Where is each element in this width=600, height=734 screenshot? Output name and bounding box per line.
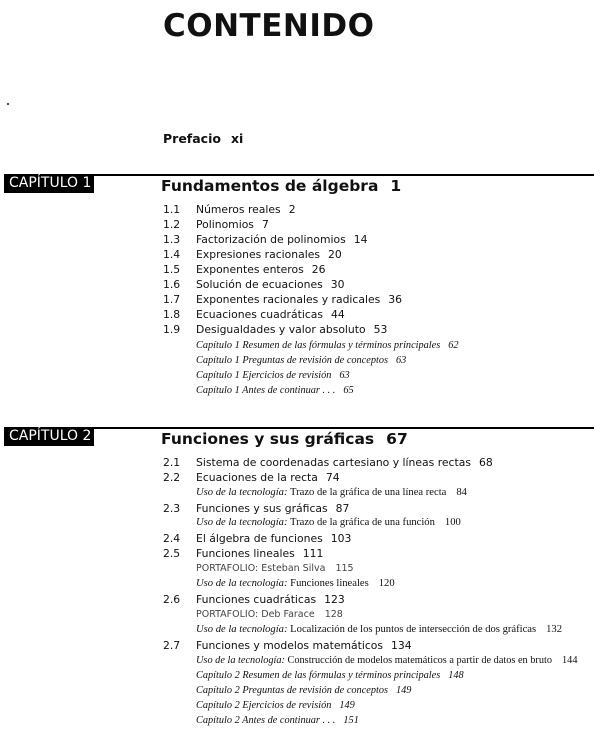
- portfolio-entry[interactable]: [196, 563, 354, 574]
- portfolio-name: Esteban Silva: [261, 563, 326, 574]
- chapter-extra-entry[interactable]: [196, 715, 359, 726]
- portfolio-label: PORTAFOLIO:: [196, 563, 259, 574]
- section-title: Ecuaciones de la recta: [196, 471, 318, 484]
- section-title: Solución de ecuaciones: [196, 278, 323, 291]
- extra-page: 62: [448, 340, 459, 351]
- chapter-title[interactable]: [161, 177, 401, 195]
- technology-entry[interactable]: [196, 517, 461, 528]
- portfolio-label: PORTAFOLIO:: [196, 609, 259, 620]
- section-title: Exponentes enteros: [196, 263, 304, 276]
- technology-title: Trazo de la gráfica de una función: [289, 517, 435, 528]
- section-title: Números reales: [196, 203, 281, 216]
- preface-label: Prefacio: [163, 131, 221, 146]
- technology-page: 144: [562, 655, 578, 666]
- technology-title: Construcción de modelos matemáticos a partir de datos en bruto: [287, 655, 553, 666]
- chapter-title-text: Fundamentos de álgebra: [161, 177, 379, 195]
- section-number: 1.7: [163, 293, 181, 306]
- technology-lead: Uso de la tecnología:: [196, 578, 288, 589]
- section-number: 1.9: [163, 323, 181, 336]
- section-page: 123: [324, 593, 345, 606]
- section-number: 1.6: [163, 278, 181, 291]
- technology-entry[interactable]: [196, 655, 577, 666]
- section-title: Ecuaciones cuadráticas: [196, 308, 324, 321]
- extra-title: Capítulo 2 Antes de continuar . . .: [196, 715, 336, 726]
- section-page: 134: [391, 639, 412, 652]
- chapter-extra-entry[interactable]: [196, 700, 355, 711]
- section-number: 2.7: [163, 639, 181, 652]
- technology-entry[interactable]: [196, 487, 467, 498]
- section-page: 2: [288, 203, 296, 216]
- stray-dot: [7, 103, 9, 105]
- section-number: 1.2: [163, 218, 181, 231]
- portfolio-name: Deb Farace: [261, 609, 315, 620]
- preface-page: xi: [230, 131, 244, 146]
- extra-page: 151: [343, 715, 359, 726]
- section-page: 87: [335, 502, 350, 515]
- section-title: Sistema de coordenadas cartesiano y líneas rectas: [196, 456, 471, 469]
- section-page: 53: [373, 323, 388, 336]
- section-number: 2.6: [163, 593, 181, 606]
- extra-page: 149: [396, 685, 412, 696]
- extra-page: 63: [396, 355, 407, 366]
- section-title: Funciones y modelos matemáticos: [196, 639, 384, 652]
- extra-title: Capítulo 2 Preguntas de revisión de conceptos: [196, 685, 388, 696]
- extra-page: 65: [343, 385, 354, 396]
- technology-title: Trazo de la gráfica de una línea recta: [289, 487, 447, 498]
- section-number: 1.3: [163, 233, 181, 246]
- section-number: 1.5: [163, 263, 181, 276]
- technology-page: 100: [444, 517, 461, 528]
- extra-page: 63: [339, 370, 350, 381]
- section-number: 2.4: [163, 532, 181, 545]
- preface-entry[interactable]: [163, 131, 243, 146]
- technology-entry[interactable]: [196, 578, 395, 589]
- chapter-title-text: Funciones y sus gráficas: [161, 430, 375, 448]
- section-title: Factorización de polinomios: [196, 233, 346, 246]
- chapter-extra-entry[interactable]: [196, 385, 354, 396]
- section-title: El álgebra de funciones: [196, 532, 323, 545]
- section-title: Funciones lineales: [196, 547, 295, 560]
- section-page: 103: [330, 532, 352, 545]
- section-page: 111: [302, 547, 324, 560]
- chapter-extra-entry[interactable]: [196, 370, 350, 381]
- chapter-page: 67: [386, 430, 408, 448]
- technology-lead: Uso de la tecnología:: [196, 655, 285, 666]
- chapter-extra-entry[interactable]: [196, 355, 406, 366]
- portfolio-page: 128: [324, 609, 343, 620]
- section-title: Desigualdades y valor absoluto: [196, 323, 366, 336]
- section-title: Expresiones racionales: [196, 248, 321, 261]
- extra-page: 148: [448, 670, 464, 681]
- extra-title: Capítulo 1 Resumen de las fórmulas y términos principales: [196, 340, 441, 351]
- section-title: Polinomios: [196, 218, 254, 231]
- section-page: 7: [261, 218, 269, 231]
- chapter-extra-entry[interactable]: [196, 685, 411, 696]
- section-page: 74: [325, 471, 340, 484]
- section-page: 44: [331, 308, 345, 321]
- chapter-label: CAPÍTULO 2: [4, 427, 94, 446]
- extra-title: Capítulo 1 Preguntas de revisión de conceptos: [196, 355, 388, 366]
- extra-page: 149: [339, 700, 355, 711]
- chapter-title[interactable]: [161, 430, 408, 448]
- technology-title: Localización de los puntos de intersección de dos gráficas: [290, 624, 537, 635]
- portfolio-entry[interactable]: [196, 609, 343, 620]
- page-title: CONTENIDO: [163, 8, 375, 44]
- portfolio-page: 115: [335, 563, 354, 574]
- chapter-label: CAPÍTULO 1: [4, 174, 94, 193]
- section-page: 26: [311, 263, 326, 276]
- technology-page: 120: [378, 578, 395, 589]
- section-number: 2.3: [163, 502, 181, 515]
- extra-title: Capítulo 2 Resumen de las fórmulas y términos principales: [196, 670, 441, 681]
- extra-title: Capítulo 1 Antes de continuar . . .: [196, 385, 336, 396]
- section-page: 36: [388, 293, 402, 306]
- section-page: 68: [478, 456, 493, 469]
- section-number: 1.8: [163, 308, 181, 321]
- technology-page: 84: [456, 487, 467, 498]
- section-title: Funciones cuadráticas: [196, 593, 317, 606]
- section-title: Exponentes racionales y radicales: [196, 293, 381, 306]
- technology-entry[interactable]: [196, 624, 562, 635]
- section-number: 1.1: [163, 203, 181, 216]
- section-page: 20: [328, 248, 342, 261]
- technology-page: 132: [546, 624, 562, 635]
- extra-title: Capítulo 2 Ejercicios de revisión: [196, 700, 332, 711]
- section-number: 2.1: [163, 456, 181, 469]
- technology-lead: Uso de la tecnología:: [196, 487, 288, 498]
- section-title: Funciones y sus gráficas: [196, 502, 328, 515]
- section-number: 2.5: [163, 547, 181, 560]
- technology-lead: Uso de la tecnología:: [196, 624, 288, 635]
- section-page: 14: [353, 233, 368, 246]
- chapter-extra-entry[interactable]: [196, 670, 464, 681]
- chapter-extra-entry[interactable]: [196, 340, 459, 351]
- section-page: 30: [330, 278, 345, 291]
- section-number: 1.4: [163, 248, 181, 261]
- technology-lead: Uso de la tecnología:: [196, 517, 288, 528]
- extra-title: Capítulo 1 Ejercicios de revisión: [196, 370, 332, 381]
- chapter-page: 1: [390, 177, 402, 195]
- section-number: 2.2: [163, 471, 181, 484]
- technology-title: Funciones lineales: [290, 578, 369, 589]
